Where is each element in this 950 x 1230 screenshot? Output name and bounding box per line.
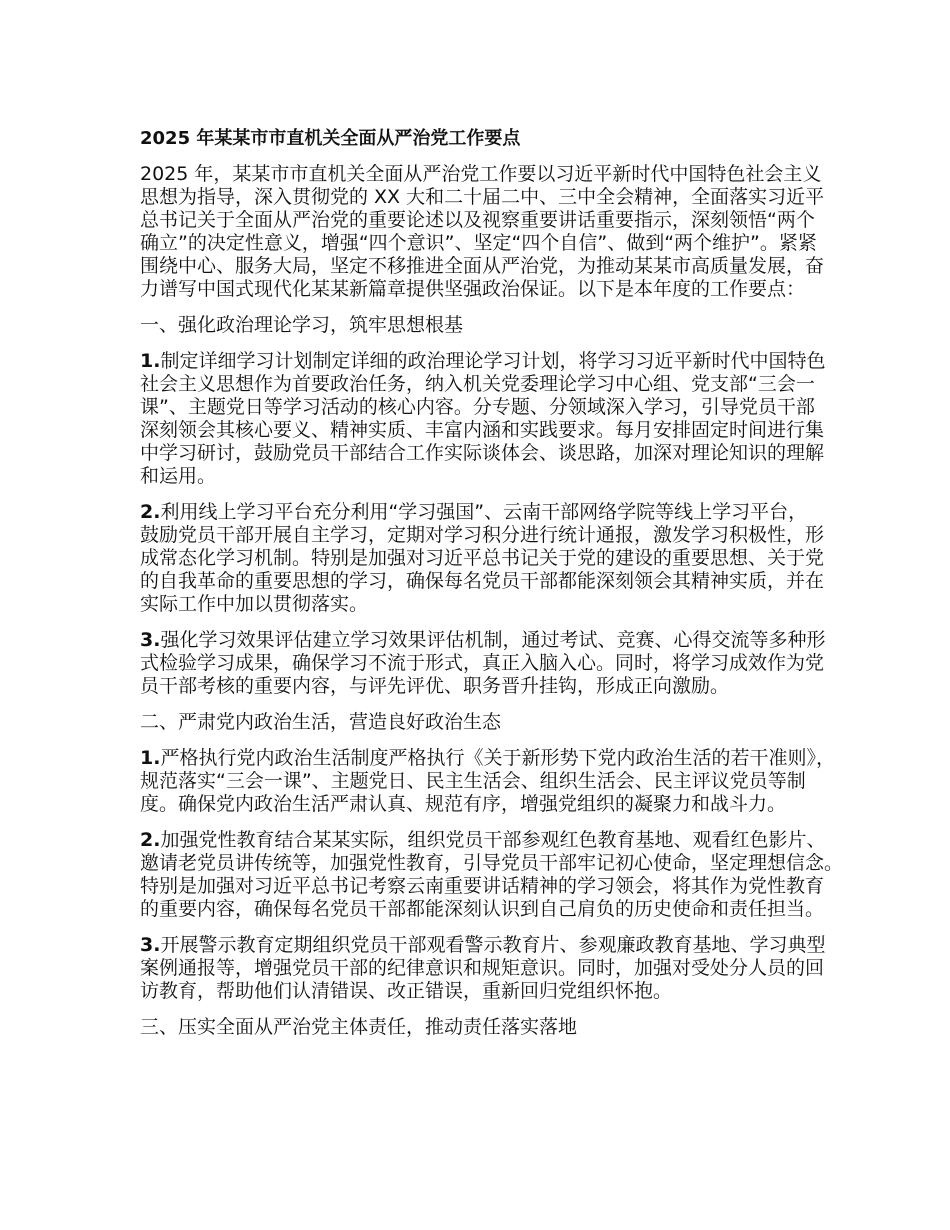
line-text: 围绕中心、服务大局，坚定不移推进全面从严治党，为推动某某市高质量发展，奋 xyxy=(140,255,825,277)
numbered-item xyxy=(140,350,840,488)
line-text: 的自我革命的重要思想的学习，确保每名党员干部都能深刻领会其精神实质，并在 xyxy=(140,570,825,592)
line-text: 案例通报等，增强党员干部的纪律意识和规矩意识。同时，加强对受处分人员的回 xyxy=(140,957,825,979)
line-text: 规范落实“三会一课”、主题党日、民主生活会、组织生活会、民主评议党员等制 xyxy=(140,770,806,792)
text-line xyxy=(140,524,840,547)
text-line xyxy=(140,163,840,186)
text-line xyxy=(140,465,840,488)
text-line xyxy=(140,350,840,373)
line-text: 访教育，帮助他们认清错误、改正错误，重新回归党组织怀抱。 xyxy=(140,980,673,1002)
line-text: 三、压实全面从严治党主体责任，推动责任落实落地 xyxy=(140,1016,578,1038)
text-line xyxy=(140,875,840,898)
line-text: 邀请老党员讲传统等，加强党性教育，引导党员干部牢记初心使命，坚定理想信念。 xyxy=(140,852,844,874)
item-number: 1. xyxy=(140,350,161,372)
item-number: 3. xyxy=(140,629,161,651)
text-line xyxy=(140,980,840,1003)
line-text: 加强党性教育结合某某实际，组织党员干部参观红色教育基地、观看红色影片、 xyxy=(160,829,826,851)
section-heading xyxy=(140,1016,840,1039)
text-line xyxy=(140,419,840,442)
text-line xyxy=(140,934,840,957)
line-text: 实际工作中加以贯彻落实。 xyxy=(140,593,369,615)
intro-paragraph xyxy=(140,163,840,301)
text-line xyxy=(140,255,840,278)
text-line xyxy=(140,209,840,232)
document-body xyxy=(140,163,844,1039)
numbered-item xyxy=(140,501,840,616)
line-text: 思想为指导，深入贯彻党的 XX 大和二十届二中、三中全会精神，全面落实习近平 xyxy=(140,186,825,208)
item-number: 1. xyxy=(140,747,161,769)
line-text: 力谱写中国式现代化某某新篇章提供坚强政治保证。以下是本年度的工作要点： xyxy=(140,278,806,300)
line-text: 度。确保党内政治生活严肃认真、规范有序，增强党组织的凝聚力和战斗力。 xyxy=(140,793,787,815)
text-line xyxy=(140,593,840,616)
line-text: 严格执行党内政治生活制度严格执行《关于新形势下党内政治生活的若干准则》， xyxy=(160,747,835,769)
line-text: 利用线上学习平台充分利用“学习强国”、云南干部网络学院等线上学习平台， xyxy=(160,501,808,523)
text-line xyxy=(140,373,840,396)
text-line xyxy=(140,793,840,816)
line-text: 课”、主题党日等学习活动的核心内容。分专题、分领域深入学习，引导党员干部 xyxy=(140,396,815,418)
item-number: 2. xyxy=(140,829,161,851)
line-text: 制定详细学习计划制定详细的政治理论学习计划，将学习习近平新时代中国特色 xyxy=(160,350,826,372)
numbered-item xyxy=(140,829,844,921)
line-text: 中学习研讨，鼓励党员干部结合工作实际谈体会、谈思路，加深对理论知识的理解 xyxy=(140,442,825,464)
line-text: 员干部考核的重要内容，与评先评优、职务晋升挂钩，形成正向激励。 xyxy=(140,675,730,697)
text-line xyxy=(140,629,840,652)
line-text: 开展警示教育定期组织党员干部观看警示教育片、参观廉政教育基地、学习典型 xyxy=(160,934,826,956)
text-line xyxy=(140,770,840,793)
text-line xyxy=(140,747,840,770)
document-page xyxy=(140,127,844,1052)
text-line xyxy=(140,547,840,570)
text-line xyxy=(140,675,840,698)
text-line xyxy=(140,278,840,301)
text-line xyxy=(140,898,840,921)
section-heading xyxy=(140,314,840,337)
text-line xyxy=(140,957,840,980)
text-line xyxy=(140,314,840,337)
line-text: 和运用。 xyxy=(140,465,217,487)
text-line xyxy=(140,1016,840,1039)
line-text: 社会主义思想作为首要政治任务，纳入机关党委理论学习中心组、党支部“三会一 xyxy=(140,373,815,395)
numbered-item xyxy=(140,934,840,1003)
line-text: 特别是加强对习近平总书记考察云南重要讲话精神的学习领会，将其作为党性教育 xyxy=(140,875,825,897)
text-line xyxy=(140,232,840,255)
line-text: 确立”的决定性意义，增强“四个意识”、坚定“四个自信”、做到“两个维护”。紧紧 xyxy=(140,232,817,254)
text-line xyxy=(140,396,840,419)
text-line xyxy=(140,442,840,465)
line-text: 总书记关于全面从严治党的重要论述以及视察重要讲话重要指示，深刻领悟“两个 xyxy=(140,209,815,231)
numbered-item xyxy=(140,629,840,698)
text-line xyxy=(140,501,840,524)
text-line xyxy=(140,652,840,675)
text-line xyxy=(140,852,844,875)
line-text: 成常态化学习机制。特别是加强对习近平总书记关于党的建设的重要思想、关于党 xyxy=(140,547,825,569)
text-line xyxy=(140,711,840,734)
numbered-item xyxy=(140,747,840,816)
line-text: 深刻领会其核心要义、精神实质、丰富内涵和实践要求。每月安排固定时间进行集 xyxy=(140,419,825,441)
text-line xyxy=(140,829,840,852)
line-text: 鼓励党员干部开展自主学习，定期对学习积分进行统计通报，激发学习积极性，形 xyxy=(140,524,825,546)
line-text: 一、强化政治理论学习，筑牢思想根基 xyxy=(140,314,464,336)
section-heading xyxy=(140,711,840,734)
line-text: 二、严肃党内政治生活，营造良好政治生态 xyxy=(140,711,502,733)
item-number: 2. xyxy=(140,501,161,523)
text-line xyxy=(140,570,840,593)
line-text: 的重要内容，确保每名党员干部都能深刻认识到自己肩负的历史使命和责任担当。 xyxy=(140,898,825,920)
document-title: 2025 年某某市市直机关全面从严治党工作要点 xyxy=(140,128,521,149)
text-line xyxy=(140,186,840,209)
item-number: 3. xyxy=(140,934,161,956)
line-text: 强化学习效果评估建立学习效果评估机制，通过考试、竞赛、心得交流等多种形 xyxy=(160,629,826,651)
line-text: 2025 年，某某市市直机关全面从严治党工作要以习近平新时代中国特色社会主义 xyxy=(140,163,822,185)
line-text: 式检验学习成果，确保学习不流于形式，真正入脑入心。同时，将学习成效作为党 xyxy=(140,652,825,674)
